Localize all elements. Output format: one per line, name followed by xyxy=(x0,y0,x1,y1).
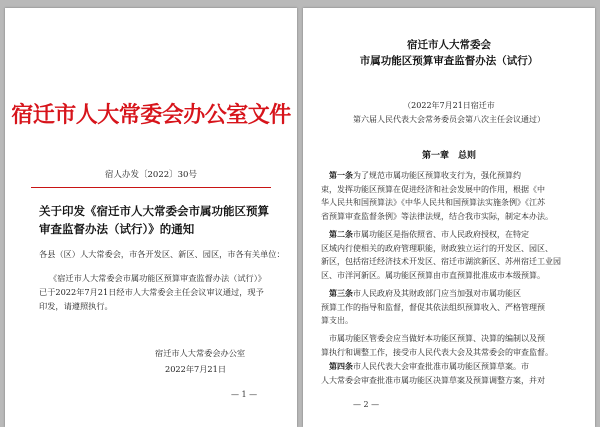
article-text: 为了规范市属功能区预算收支行为，强化预算约 xyxy=(353,171,521,180)
article-2 xyxy=(321,228,561,282)
article-line: 省预算审查监督条例》等法律法规，结合我市实际，制定本办法。 xyxy=(321,211,553,221)
adoption-note-line-1: （2022年7月21日宿迁市 xyxy=(403,101,495,110)
body-line-1: 《宿迁市人大常委会市属功能区预算审查监督办法（试行）》 xyxy=(49,273,266,283)
article-label: 第三条 xyxy=(329,288,353,298)
body-line-2: 已于2022年7月21日经市人大常委会主任会议审议通过，现予 xyxy=(39,287,264,297)
article-4 xyxy=(321,360,545,387)
article-line: 区、市洋河新区。属功能区预算由市直预算批准成市本级预算。 xyxy=(321,270,545,280)
red-header-title: 宿迁市人大常委会办公室文件 xyxy=(11,102,291,128)
document-page-right xyxy=(303,8,595,427)
article-text: 市人民政府及其财政部门应当加强对市属功能区 xyxy=(353,289,521,298)
article-line xyxy=(329,228,561,242)
article-line: 算支出。 xyxy=(321,316,353,325)
salutation: 各县（区）人大常委会，市各开发区、新区、园区，市各有关单位： xyxy=(39,249,285,259)
article-3-paragraph-2 xyxy=(321,332,553,359)
article-text: 市属功能区是指依照省、市人民政府授权，在特定 xyxy=(353,230,529,239)
notice-title-line-2: 审查监督办法（试行）》的通知 xyxy=(39,222,195,236)
article-line: 算执行和调整工作，接受市人民代表大会及其常委会的审查监督。 xyxy=(321,347,553,357)
article-line: 华人民共和国预算法》《中华人民共和国预算法实施条例》《江苏 xyxy=(321,198,545,207)
article-label: 第一条 xyxy=(329,170,353,180)
notice-title-line-1: 关于印发《宿迁市人大常委会市属功能区预算 xyxy=(39,204,269,218)
signature-organization: 宿迁市人大常委会办公室 xyxy=(155,348,246,358)
article-line: 人大常委会审查批准市属功能区决算草案及预算调整方案，并对 xyxy=(321,375,545,385)
article-label: 第二条 xyxy=(329,229,353,239)
article-label: 第四条 xyxy=(329,361,353,371)
article-line xyxy=(329,360,545,374)
article-line: 新区，包括宿迁经济技术开发区、宿迁市湖滨新区、苏州宿迁工业园 xyxy=(321,257,561,266)
adoption-note-line-2: 第六届人民代表大会常务委员会第八次主任会议通过） xyxy=(353,115,545,124)
regulation-title-line-1: 宿迁市人大常委会 xyxy=(407,39,491,51)
page-number-2: — 2 — xyxy=(353,400,380,409)
page-number-1: — 1 — xyxy=(231,390,258,399)
document-page-left xyxy=(5,8,297,427)
signature-date: 2022年7月21日 xyxy=(165,364,227,374)
red-divider-line xyxy=(31,187,271,188)
article-line: 区域内行使相关的政府管理职能，财政独立运行的开发区、园区、 xyxy=(321,243,553,253)
body-line-3: 印发，请遵照执行。 xyxy=(39,301,113,311)
article-line: 市属功能区管委会应当做好本功能区预算、决算的编制以及预 xyxy=(329,334,545,343)
article-text: 市人民代表大会审查批准市属功能区预算草案。市 xyxy=(353,362,529,371)
article-line: 预算工作的指导和监督，督促其依法组织预算收入、严格管理预 xyxy=(321,302,545,312)
article-line xyxy=(329,287,545,301)
article-3 xyxy=(321,287,545,328)
article-1 xyxy=(321,169,553,223)
regulation-title-line-2: 市属功能区预算审查监督办法（试行） xyxy=(359,55,539,67)
chapter-heading: 第一章 总则 xyxy=(421,151,476,161)
document-number: 宿人办发〔2022〕30号 xyxy=(105,170,197,180)
article-line: 束，发挥功能区预算在促进经济和社会发展中的作用，根据《中 xyxy=(321,184,545,194)
article-line xyxy=(329,169,553,183)
